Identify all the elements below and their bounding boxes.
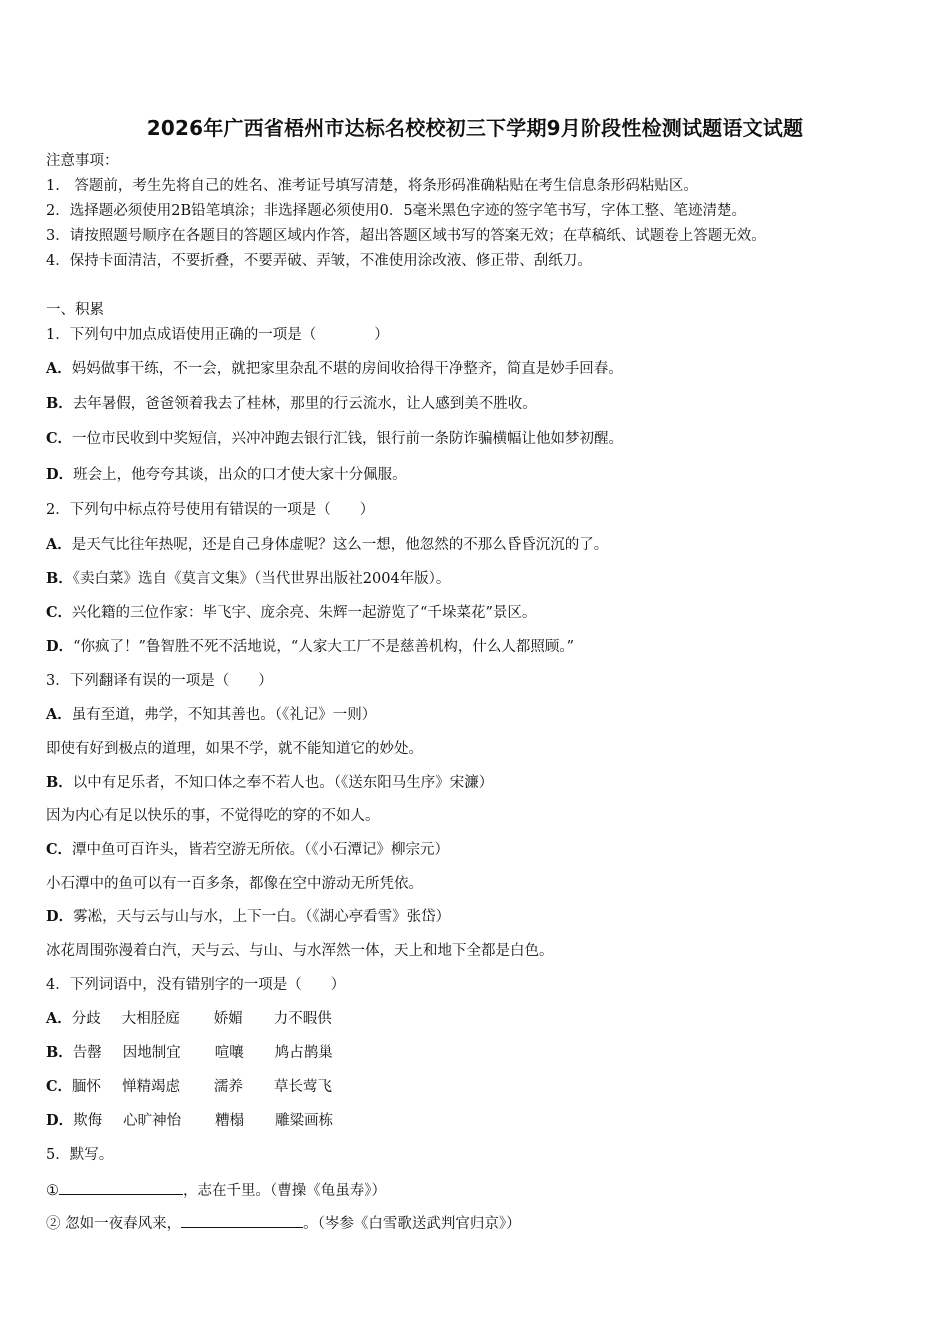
- question-2-stem: 2．下列句中标点符号使用有错误的一项是（ ）: [46, 502, 375, 518]
- question-3-stem: 3．下列翻译有误的一项是（ ）: [46, 673, 273, 689]
- answer-blank[interactable]: [181, 1213, 303, 1228]
- q2-option-d: [46, 638, 574, 656]
- notice-heading: 注意事项：: [46, 153, 119, 169]
- q3-translation-a: 即使有好到极点的道理，如果不学，就不能知道它的妙处。: [46, 741, 423, 757]
- q4-option-b: [46, 1044, 333, 1062]
- option-text: 虽有至道，弗学，不知其善也。（《礼记》一则）: [71, 707, 377, 723]
- option-letter: D．: [46, 638, 74, 655]
- option-letter: B．: [46, 570, 73, 587]
- option-letter: A．: [46, 536, 72, 553]
- notice-item-1: 1. 答题前，考生先将自己的姓名、准考证号填写清楚，将条形码准确粘贴在考生信息条形码粘贴区。: [46, 178, 698, 194]
- word: 娇媚: [213, 1011, 243, 1027]
- word: 雕粱画栋: [275, 1113, 334, 1129]
- word: 心旷神怡: [123, 1113, 182, 1129]
- option-text: 潭中鱼可百许头，皆若空游无所依。（《小石潭记》柳宗元）: [72, 842, 450, 858]
- word: 告罄: [72, 1045, 102, 1061]
- word: 力不暇供: [273, 1011, 332, 1027]
- word: 草长莺飞: [274, 1079, 333, 1095]
- q3-option-d: [46, 908, 450, 926]
- option-text: 去年暑假，爸爸领着我去了桂林，那里的行云流水，让人感到美不胜收。: [72, 396, 537, 412]
- page-title: 2026年广西省梧州市达标名校校初三下学期9月阶段性检测试题语文试题: [146, 116, 804, 140]
- option-letter: C．: [46, 604, 73, 621]
- word: 鸠占鹊巢: [274, 1045, 333, 1061]
- option-letter: B．: [46, 395, 73, 412]
- q3-translation-b: 因为内心有足以快乐的事，不觉得吃的穿的不如人。: [46, 808, 380, 824]
- question-4-stem: 4．下列词语中，没有错别字的一项是（ ）: [46, 977, 346, 993]
- q3-option-c: [46, 841, 449, 859]
- q4-option-a: [46, 1010, 332, 1028]
- q2-option-c: [46, 604, 536, 622]
- option-text: 班会上，他夸夸其谈，出众的口才使大家十分佩服。: [73, 467, 407, 483]
- word: 分歧: [71, 1011, 101, 1027]
- option-letter: A．: [46, 1010, 72, 1027]
- q1-option-c: [46, 430, 623, 448]
- option-letter: A．: [46, 706, 72, 723]
- q4-option-d: [46, 1112, 333, 1130]
- q3-translation-c: 小石潭中的鱼可以有一百多条，都像在空中游动无所凭依。: [46, 876, 423, 892]
- option-letter: A．: [46, 360, 72, 377]
- word: 濡养: [214, 1079, 244, 1095]
- option-text: 雾凇，天与云与山与水，上下一白。（《湖心亭看雪》张岱）: [73, 909, 451, 925]
- option-letter: D．: [46, 1112, 74, 1129]
- option-letter: C．: [46, 430, 73, 447]
- question-5-stem: 5．默写。: [46, 1147, 114, 1163]
- option-letter: C．: [46, 1078, 73, 1095]
- option-text: 《卖白菜》选自《莫言文集》（当代世界出版社2004年版）。: [72, 571, 451, 587]
- option-letter: D．: [46, 466, 74, 483]
- word: 腼怀: [72, 1079, 102, 1095]
- item-suffix: ，志在千里。（曹操《龟虽寿》）: [183, 1183, 386, 1199]
- item-suffix: 。（岑参《白雪歌送武判官归京》）: [303, 1216, 521, 1232]
- q5-item-2: [46, 1213, 521, 1233]
- word: 惮精竭虑: [122, 1079, 181, 1095]
- option-letter: D．: [46, 908, 74, 925]
- option-text: 以中有足乐者，不知口体之奉不若人也。（《送东阳马生序》宋濂）: [72, 775, 494, 791]
- notice-item-3: 3．请按照题号顺序在各题目的答题区域内作答，超出答题区域书写的答案无效；在草稿纸、试题卷上答题无效。: [46, 228, 766, 244]
- notice-item-2: 2．选择题必须使用2B铅笔填涂；非选择题必须使用0．5毫米黑色字迹的签字笔书写，字体工整、笔迹清楚。: [46, 203, 747, 219]
- q1-option-d: [46, 466, 407, 484]
- section-heading: 一、积累: [46, 302, 104, 318]
- option-text: 兴化籍的三位作家：毕飞宇、庞余亮、朱辉一起游览了“千垛菜花”景区。: [72, 605, 537, 621]
- item-prefix: ①: [46, 1183, 59, 1199]
- option-text: 是天气比往年热呢，还是自己身体虚呢？这么一想，他忽然的不那么昏昏沉沉的了。: [71, 537, 609, 553]
- q2-option-a: [46, 536, 608, 554]
- q3-option-a: [46, 706, 376, 724]
- option-letter: C．: [46, 841, 73, 858]
- word: 欺侮: [73, 1113, 103, 1129]
- q5-item-1: [46, 1180, 386, 1200]
- q3-option-b: [46, 774, 493, 792]
- option-letter: B．: [46, 1044, 73, 1061]
- item-prefix: ② 忽如一夜春风来，: [46, 1216, 182, 1232]
- q4-option-c: [46, 1078, 332, 1096]
- notice-item-4: 4．保持卡面清洁，不要折叠，不要弄破、弄皱，不准使用涂改液、修正带、刮纸刀。: [46, 253, 592, 269]
- word: 喧嚷: [214, 1045, 244, 1061]
- q1-option-b: [46, 395, 537, 413]
- word: 大相胫庭: [121, 1011, 180, 1027]
- q2-option-b: [46, 570, 450, 588]
- answer-blank[interactable]: [59, 1180, 183, 1195]
- option-text: 一位市民收到中奖短信，兴冲冲跑去银行汇钱，银行前一条防诈骗横幅让他如梦初醒。: [72, 431, 624, 447]
- option-text: “你疯了！”鲁智胜不死不活地说，“人家大工厂不是慈善机构，什么人都照顾。”: [73, 639, 574, 655]
- word: 因地制宜: [122, 1045, 181, 1061]
- q3-translation-d: 冰花周围弥漫着白汽，天与云、与山、与水浑然一体，天上和地下全都是白色。: [46, 943, 554, 959]
- option-text: 妈妈做事干练，不一会，就把家里杂乱不堪的房间收拾得干净整齐，简直是妙手回春。: [71, 361, 623, 377]
- word: 糟榻: [215, 1113, 245, 1129]
- option-letter: B．: [46, 774, 73, 791]
- q1-option-a: [46, 360, 623, 378]
- question-1-stem: 1．下列句中加点成语使用正确的一项是（ ）: [46, 327, 389, 343]
